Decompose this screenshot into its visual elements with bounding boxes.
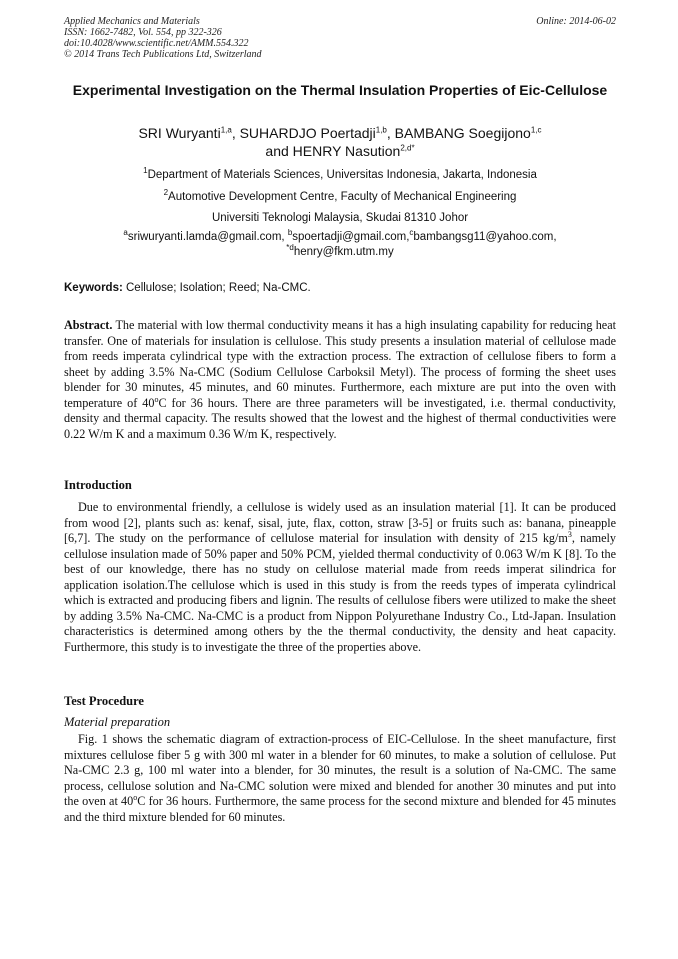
material-text: C for 36 hours. Furthermore, the same process for the second mixture and blended for 45 minutes and the third mixture blended for 60 minutes. — [64, 794, 616, 824]
cube-sup: 3 — [567, 529, 572, 539]
affiliations — [64, 165, 616, 230]
email-line-2 — [64, 245, 616, 260]
affiliation-sup: 1 — [143, 166, 148, 176]
intro-text: , namely cellulose insulation made of 50% paper and 50% PCM, yielded thermal conductivity of 0.063 W/m K [8]. To the best of our knowledge, there has no study on cellulose material made from reeds imperat silindrica for application isolation.The cellulose which is used in this study is from the reeds types of imperata cylindrical which is extracted and producing fibers and lignin. The results of cellulose fibers were utilized to make the sheet by adding 3.5% Na-CMC. Na-CMC is a product from Nippon Polyurethane Industry Co., Ltd-Japan. Insulation characteristics is determined among others by the the thermal conductivity, the density and heat capacity. Furthermore, this study is to investigate the three of the properties above. — [64, 531, 616, 654]
degree-sup: o — [133, 792, 138, 802]
abstract-text: The material with low thermal conductivity means it has a high insulating capability for reducing heat transfer. One of materials for insulation is cellulose. This study presents a insulation material of cellulose made from reeds imperata cylindrical type with the extraction process. The extraction of cellulose fibers to form a sheet by adding 3.5% Na-CMC (Sodium Cellulose Carboksil Metyl). The process of forming the sheet uses blender for 30 minutes, 45 minutes, and 60 minutes. Furthermore, each mixture are put into the oven with temperature of 40 — [64, 318, 616, 410]
email-sup: a — [123, 228, 128, 238]
author-sep: , — [386, 125, 395, 141]
author-name: and HENRY Nasution — [265, 143, 401, 159]
affiliation-3: Universiti Teknologi Malaysia, Skudai 81310 Johor — [211, 212, 469, 224]
email-b: spoertadji@gmail.com, — [292, 231, 410, 243]
material-text: Fig. 1 shows the schematic diagram of extraction-process of EIC-Cellulose. In the sheet manufacture, first mixtures cellulose fiber 5 g with 300 ml water in a blender for 60 minutes, to make a solution of cellulose. Put Na-CMC 2.3 g, 100 ml water into a blender, for 30 minutes, the result is a solution of Na-CMC. The same process, cellulose solution and Na-CMC solution were mixed and blended for another 30 minutes and put into the oven at 40 — [64, 732, 616, 808]
author-sup: 2,d* — [400, 143, 415, 153]
online-date: Online: 2014-06-02 — [536, 16, 616, 27]
paper-title: Experimental Investigation on the Thermal Insulation Properties of Eic-Cellulose — [72, 82, 608, 98]
abstract-text: C for 36 hours. There are three parameters will be investigated, i.e. thermal conductivity, density and thermal capacity. The results showed that the lowest and the highest of thermal conductivities were 0.22 W/m K and a maximum 0.36 W/m K, respectively. — [64, 395, 616, 441]
author-sup: 1,c — [530, 125, 542, 135]
affiliation-text: Automotive Development Centre, Faculty of Mechanical Engineering — [168, 190, 517, 203]
author-sup: 1,a — [220, 125, 232, 135]
issn-line: ISSN: 1662-7482, Vol. 554, pp 322-326 — [64, 27, 222, 38]
section-heading-test-procedure: Test Procedure — [64, 694, 144, 708]
introduction-paragraph — [64, 500, 616, 655]
degree-sup: o — [154, 394, 159, 404]
email-c: bambangsg11@yahoo.com, — [413, 231, 557, 243]
author-sep: , — [231, 125, 240, 141]
keywords-text: Cellulose; Isolation; Reed; Na-CMC. — [122, 282, 311, 294]
author-name: BAMBANG Soegijono — [394, 125, 531, 141]
subsection-heading-material: Material preparation — [64, 715, 171, 729]
intro-text: Due to environmental friendly, a cellulose is widely used as an insulation material [1]. It can be produced from wood [2], plants such as: kenaf, sisal, jute, flax, cotton, straw [3-5] or fruits such as: banana, pineapple [6,7]. The study on the performance of cellulose material for insulation with density of 215 kg/m — [64, 500, 616, 545]
email-sup: c — [409, 228, 414, 238]
email-sup: *d — [286, 243, 294, 253]
email-a: sriwuryanti.lamda@gmail.com, — [127, 231, 288, 243]
material-paragraph — [64, 732, 616, 825]
author-line-2 — [64, 142, 616, 160]
keywords — [64, 281, 616, 295]
section-heading-introduction: Introduction — [64, 478, 132, 492]
keywords-label: Keywords: — [64, 282, 123, 294]
affiliation-2 — [64, 187, 616, 209]
author-line-1 — [64, 124, 616, 142]
email-sup: b — [287, 228, 293, 238]
abstract — [64, 318, 616, 442]
journal-name: Applied Mechanics and Materials — [64, 16, 200, 27]
affiliation-1 — [64, 165, 616, 187]
doi-line: doi:10.4028/www.scientific.net/AMM.554.322 — [64, 38, 249, 49]
author-list — [64, 124, 616, 160]
abstract-label: Abstract. — [64, 318, 113, 332]
email-d: henry@fkm.utm.my — [293, 246, 394, 258]
email-line-1 — [64, 230, 616, 245]
affiliation-text: Department of Materials Sciences, Universitas Indonesia, Jakarta, Indonesia — [147, 169, 537, 181]
author-sup: 1,b — [375, 125, 387, 135]
author-name: SRI Wuryanti — [138, 125, 221, 141]
author-emails — [64, 230, 616, 260]
affiliation-sup: 2 — [163, 187, 169, 197]
copyright-line: © 2014 Trans Tech Publications Ltd, Switzerland — [64, 49, 262, 60]
author-name: SUHARDJO Poertadji — [239, 125, 376, 141]
journal-header — [64, 16, 616, 60]
